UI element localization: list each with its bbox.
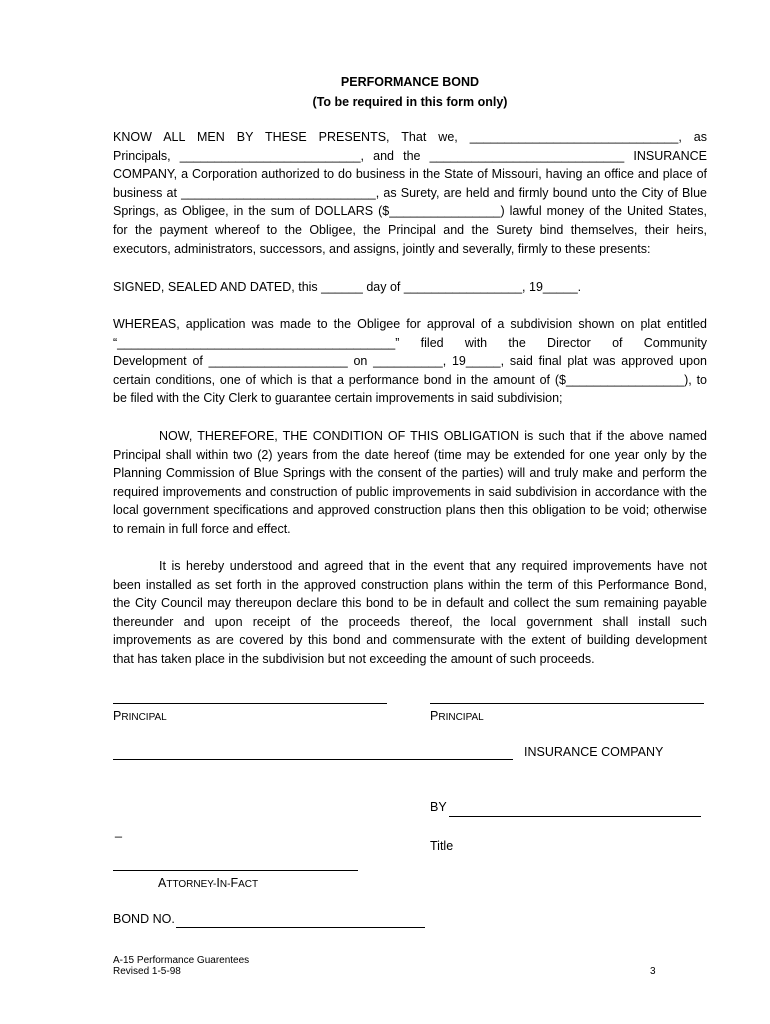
paragraph-line: be filed with the City Clerk to guarantee certain improvements in said subdivision; (113, 391, 563, 406)
paragraph-line: thereunder and upon receipt of the proceeds thereof, the local government shall install such (113, 614, 707, 629)
document-title: PERFORMANCE BOND (340, 75, 480, 89)
paragraph-line: Springs, as Obligee, in the sum of DOLLARS ($________________) lawful money of the United States, (113, 204, 707, 219)
paragraph-line: that has taken place in the subdivision but not exceeding the amount of such proceeds. (113, 651, 595, 666)
footer-form-name: A-15 Performance Guarentees (113, 955, 250, 966)
page-number: 3 (650, 966, 656, 977)
paragraph-line: been installed as set forth in the approved construction plans within the term of this Performance Bond, (113, 577, 707, 592)
principal-signature-line-right (430, 703, 704, 704)
insurance-company-signature-line (113, 759, 513, 760)
principal-label-left: PRINCIPAL (113, 709, 167, 723)
attorney-in-fact-label: ATTORNEY-IN-FACT (158, 876, 259, 890)
insurance-company-label: INSURANCE COMPANY (524, 745, 664, 759)
by-signature-line (449, 816, 701, 817)
attorney-signature-line (113, 870, 358, 871)
paragraph-line: KNOW ALL MEN BY THESE PRESENTS, That we, ______________________________, as (113, 130, 707, 144)
paragraph-line: executors, administrators, successors, and assigns, jointly and severally, firmly to these presents: (113, 241, 651, 256)
now-therefore-paragraph (113, 427, 707, 539)
principal-signature-line-left (113, 703, 387, 704)
paragraph-line: required improvements and construction of public improvements in said subdivision in accordance with the (113, 484, 707, 499)
bond-number-line (176, 927, 425, 928)
title-label: Title (430, 839, 454, 853)
paragraph-line: Principals, __________________________, and the ____________________________ INSURANCE (113, 148, 707, 163)
paragraph-line: the City Council may thereupon declare this bond to be in default and collect the sum remaining payable (113, 596, 707, 611)
by-label: BY (430, 800, 447, 814)
paragraph-line: local government specifications and approved construction plans then this obligation to be void; otherwise (113, 503, 707, 518)
signed-sealed-paragraph (113, 278, 707, 297)
bond-number-label: BOND NO. (113, 912, 175, 926)
paragraph-line: business at ____________________________, as Surety, are held and firmly bound unto the City of Blue (113, 185, 707, 200)
whereas-paragraph (113, 315, 707, 408)
paragraph-line: “________________________________________” filed with the Director of Community (113, 335, 707, 350)
paragraph-line: Planning Commission of Blue Springs with the consent of the parties) will and truly make and perform the (113, 466, 707, 481)
paragraph-line: COMPANY, a Corporation authorized to do business in the State of Missouri, having an office and place of (113, 167, 707, 182)
dash-mark: _ (115, 824, 122, 838)
paragraph-line: Development of ____________________ on __________, 19_____, said final plat was approved upon (113, 354, 707, 369)
paragraph-line: It is hereby understood and agreed that in the event that any required improvements have not (159, 559, 707, 573)
principal-label-right: PRINCIPAL (430, 709, 484, 723)
paragraph-line: improvements as are covered by this bond and commensurate with the extent of building development (113, 633, 707, 648)
paragraph-line: for the payment whereof to the Obligee, the Principal and the Surety bind themselves, their heirs, (113, 222, 707, 237)
document-subtitle: (To be required in this form only) (312, 95, 508, 109)
paragraph-line: certain conditions, one of which is that a performance bond in the amount of ($_________________), to (113, 372, 707, 387)
paragraph-line: SIGNED, SEALED AND DATED, this ______ day of _________________, 19_____. (113, 280, 582, 294)
understood-paragraph (113, 557, 707, 669)
know-all-men-paragraph (113, 128, 707, 258)
footer-revision: Revised 1-5-98 (113, 966, 181, 977)
paragraph-line: NOW, THEREFORE, THE CONDITION OF THIS OBLIGATION is such that if the above named (159, 429, 707, 443)
paragraph-line: to remain in full force and effect. (113, 521, 291, 536)
paragraph-line: Principal shall within two (2) years from the date hereof (time may be extended for one year only by the (113, 447, 707, 462)
paragraph-line: WHEREAS, application was made to the Obligee for approval of a subdivision shown on plat entitled (113, 317, 707, 331)
